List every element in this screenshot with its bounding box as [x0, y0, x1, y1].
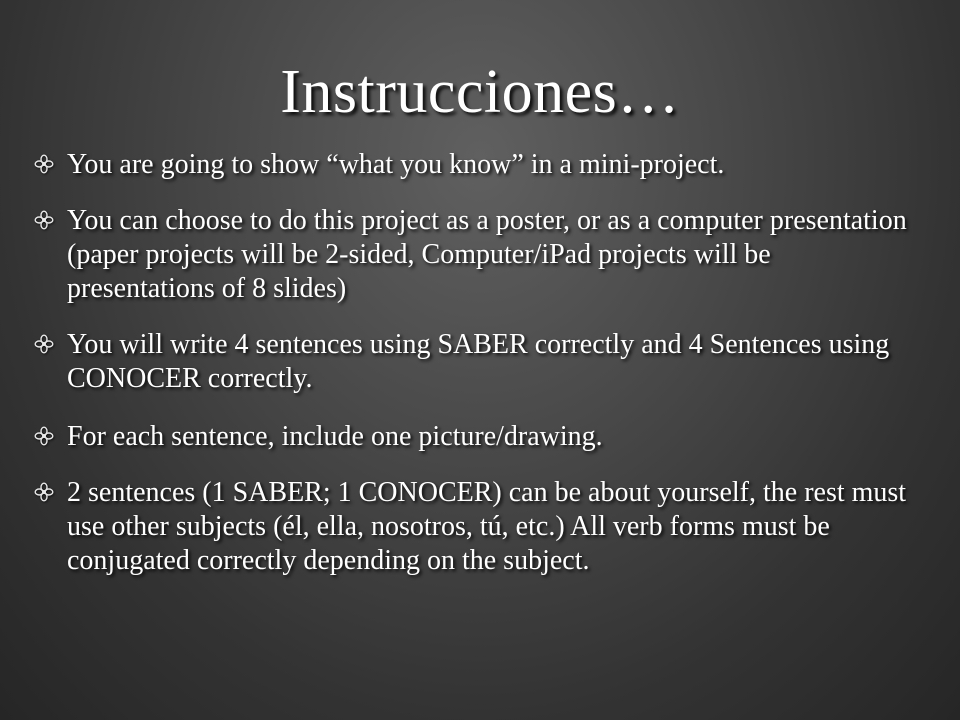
flower-bullet-icon	[34, 426, 54, 446]
bullet-text: You will write 4 sentences using SABER correctly and 4 Sentences using CONOCER correctly.	[67, 329, 890, 394]
bullet-list	[34, 148, 924, 578]
slide-title: Instrucciones…	[280, 58, 680, 126]
flower-bullet-icon	[34, 482, 54, 502]
bullet-text: 2 sentences (1 SABER; 1 CONOCER) can be about yourself, the rest must use other subjects (él, ella, nosotros, tú, etc.) All verb forms must be conjugated correctly depending on the subject.	[67, 477, 907, 576]
list-item	[34, 204, 924, 306]
list-item	[34, 476, 924, 578]
bullet-text: For each sentence, include one picture/drawing.	[67, 421, 603, 452]
flower-bullet-icon	[34, 154, 54, 174]
bullet-text: You can choose to do this project as a poster, or as a computer presentation (paper projects will be 2-sided, Computer/iPad projects will be presentations of 8 slides)	[67, 205, 907, 304]
list-item	[34, 148, 924, 182]
list-item	[34, 328, 924, 396]
flower-bullet-icon	[34, 334, 54, 354]
list-item	[34, 420, 924, 454]
flower-bullet-icon	[34, 210, 54, 230]
bullet-text: You are going to show “what you know” in a mini-project.	[67, 149, 725, 180]
